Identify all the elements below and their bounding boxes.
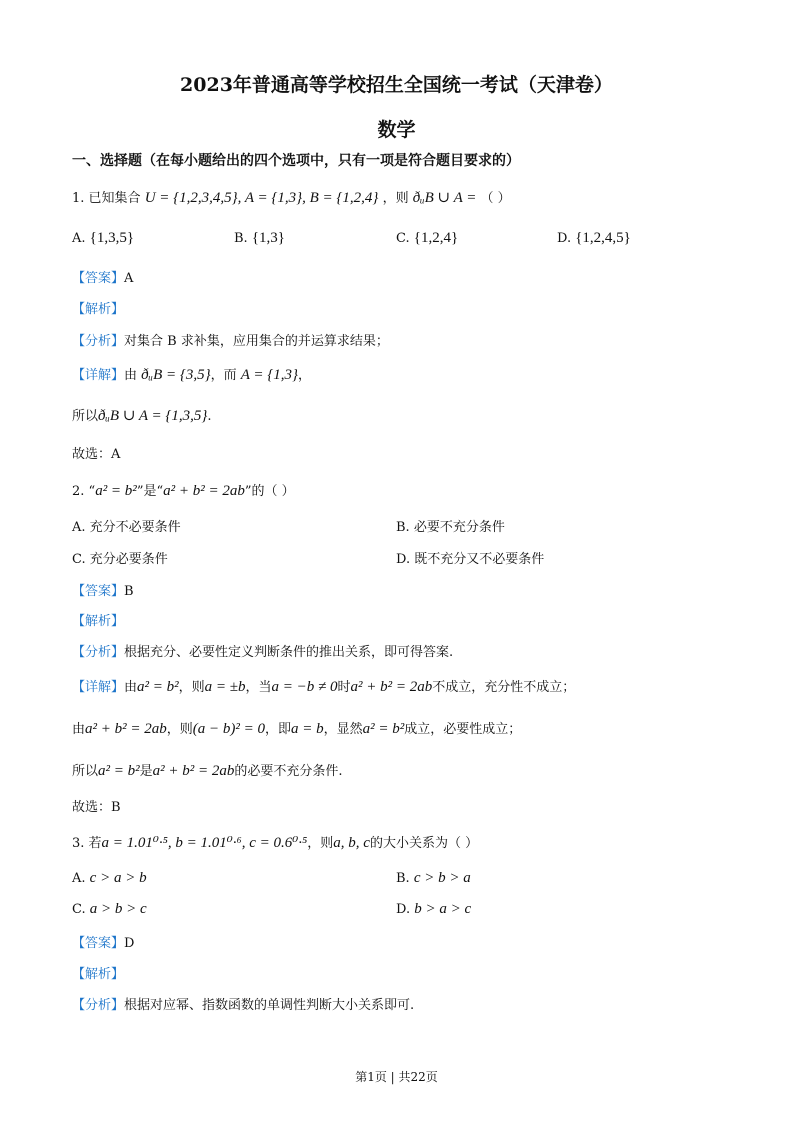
q1-xiangjie-line1: 【详解】由 ðᵤB = {3,5}，而 A = {1,3}， xyxy=(72,367,312,383)
q1-fenxi: 【分析】对集合 B 求补集，应用集合的并运算求结果； xyxy=(72,334,389,349)
q2-answer: 【答案】B xyxy=(72,584,134,599)
page-subtitle: 数学 xyxy=(377,119,416,141)
q2-guxuan: 故选：B xyxy=(72,800,121,815)
q1-jiexi: 【解析】 xyxy=(72,302,125,317)
q1-option-d: D. {1,2,4,5} xyxy=(557,230,631,246)
q1-answer: 【答案】A xyxy=(72,271,134,286)
q1-xiangjie-line2: 所以ðᵤB ∪ A = {1,3,5}. xyxy=(72,408,212,424)
q2-xiangjie-line2: 由a² + b² = 2ab，则(a − b)² = 0，即a = b，显然a² = b²成立，必要性成立； xyxy=(72,721,522,737)
q1-stem-math: U = {1,2,3,4,5}, A = {1,3}, B = {1,2,4} xyxy=(144,190,379,206)
q1-option-c: C. {1,2,4} xyxy=(396,230,459,246)
section-heading: 一、选择题（在每小题给出的四个选项中，只有一项是符合题目要求的） xyxy=(72,153,520,169)
q3-option-b: B. c > b > a xyxy=(396,870,471,886)
question-1-stem xyxy=(72,187,511,207)
q3-answer: 【答案】D xyxy=(72,936,135,951)
q2-jiexi: 【解析】 xyxy=(72,614,125,629)
question-3-stem: 3. 若a = 1.01⁰·⁵, b = 1.01⁰·⁶, c = 0.6⁰·⁵，则a, b, c的大小关系为（ ） xyxy=(72,835,479,851)
q3-jiexi: 【解析】 xyxy=(72,967,125,982)
q1-guxuan: 故选：A xyxy=(72,447,121,462)
q1-stem-mid: ，则 xyxy=(382,191,409,206)
q2-option-d: D. 既不充分又不必要条件 xyxy=(396,552,545,567)
q1-option-b: B. {1,3} xyxy=(234,230,285,246)
page-title: 2023年普通高等学校招生全国统一考试（天津卷） xyxy=(180,74,613,96)
q2-fenxi: 【分析】根据充分、必要性定义判断条件的推出关系，即可得答案. xyxy=(72,645,454,660)
q1-stem-math2: ðᵤB ∪ A = xyxy=(412,190,477,206)
q2-option-b: B. 必要不充分条件 xyxy=(396,520,505,535)
page-footer: 第1页 | 共22页 xyxy=(355,1070,438,1084)
q2-option-c: C. 充分必要条件 xyxy=(72,552,168,567)
question-2-stem: 2. “a² = b²”是“a² + b² = 2ab”的（ ） xyxy=(72,483,295,499)
q2-xiangjie-line3: 所以a² = b²是a² + b² = 2ab的必要不充分条件. xyxy=(72,763,343,779)
q1-option-a: A. {1,3,5} xyxy=(72,230,135,246)
q2-option-a: A. 充分不必要条件 xyxy=(72,520,181,535)
q1-stem-suffix: （ ） xyxy=(480,191,511,206)
q2-xiangjie-line1: 【详解】由a² = b²，则a = ±b，当a = −b ≠ 0时a² + b² = 2ab不成立，充分性不成立； xyxy=(72,679,576,695)
q3-option-c: C. a > b > c xyxy=(72,901,147,917)
q3-option-d: D. b > a > c xyxy=(396,901,472,917)
q3-fenxi: 【分析】根据对应幂、指数函数的单调性判断大小关系即可. xyxy=(72,998,415,1013)
q1-stem-prefix: 1. 已知集合 xyxy=(72,191,141,206)
q3-option-a: A. c > a > b xyxy=(72,870,147,886)
